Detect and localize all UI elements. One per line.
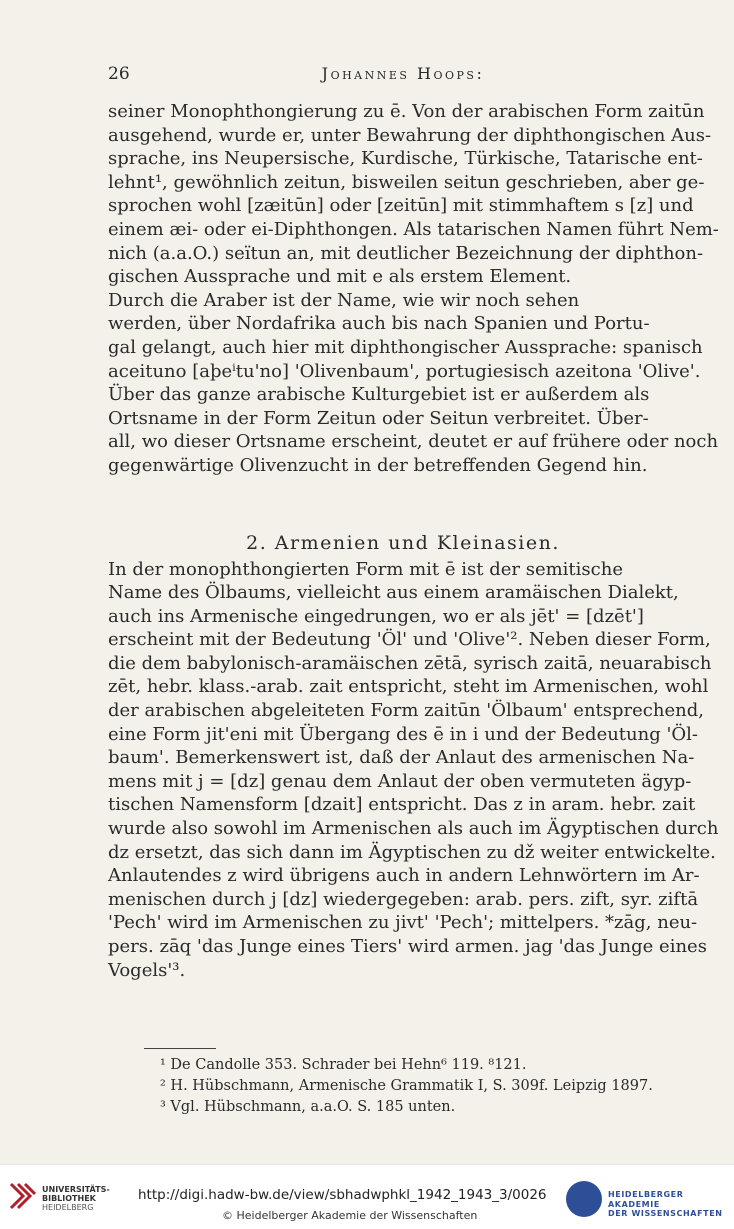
- text-line: pers. zāq 'das Junge eines Tiers' wird armen. jag 'das Junge eines: [108, 936, 707, 957]
- text-line: dz ersetzt, das sich dann im Ägyptischen zu dž weiter entwickelte.: [108, 841, 716, 863]
- footnotes: [108, 1038, 698, 1118]
- text-line: lehnt¹, gewöhnlich zeitun, bisweilen seitun geschrieben, aber ge-: [108, 171, 705, 193]
- section-heading: 2. Armenien und Kleinasien.: [246, 531, 560, 554]
- academy-seal-icon[interactable]: [566, 1181, 602, 1217]
- text-line: Durch die Araber ist der Name, wie wir noch sehen: [108, 289, 580, 311]
- text-line: gischen Aussprache und mit e als erstem Element.: [108, 266, 572, 288]
- text-line: wurde also sowohl im Armenischen als auch im Ägyptischen durch: [108, 818, 719, 840]
- text-line: auch ins Armenische eingedrungen, wo er als jēt' = [dzēt']: [108, 605, 644, 627]
- copyright-notice: © Heidelberger Akademie der Wissenschaften: [222, 1209, 478, 1222]
- text-line: Vogels'³.: [108, 959, 186, 981]
- text-line: aceituno [aþeⁱtu'no] 'Olivenbaum', portugiesisch azeitona 'Olive'.: [108, 360, 701, 382]
- text-line: Über das ganze arabische Kulturgebiet ist er außerdem als: [108, 384, 650, 406]
- text-line: Anlautendes z wird übrigens auch in andern Lehnwörtern im Ar-: [108, 865, 700, 887]
- text-line: zēt, hebr. klass.-arab. zait entspricht, steht im Armenischen, wohl: [108, 676, 709, 698]
- permalink-url[interactable]: http://digi.hadw-bw.de/view/sbhadwphkl_1942_1943_3/0026: [138, 1187, 547, 1203]
- text-line: 'Pech' wird im Armenischen zu jivt' 'Pech'; mittelpers. *zāg, neu-: [108, 912, 698, 934]
- paragraph-block-armenian: [108, 558, 719, 983]
- page-header: [108, 64, 698, 88]
- text-line: erscheint mit der Bedeutung 'Öl' und 'Olive'². Neben dieser Form,: [108, 629, 711, 651]
- footnote-1: ¹ De Candolle 353. Schrader bei Hehn⁶ 119. ⁸121.: [160, 1057, 527, 1073]
- text-line: Ortsname in der Form Zeitun oder Seitun verbreitet. Über-: [108, 407, 649, 429]
- text-line: gegenwärtige Olivenzucht in der betreffenden Gegend hin.: [108, 454, 648, 476]
- university-library-logo-icon[interactable]: [8, 1181, 38, 1219]
- text-line: all, wo dieser Ortsname erscheint, deutet er auf frühere oder noch: [108, 431, 719, 453]
- text-line: sprache, ins Neupersische, Kurdische, Türkische, Tatarische ent-: [108, 148, 703, 170]
- text-line: gal gelangt, auch hier mit diphthongischer Aussprache: spanisch: [108, 336, 703, 358]
- paragraph-block-arabic: [108, 100, 719, 478]
- text-line: tischen Namensform [dzait] entspricht. Das z in aram. hebr. zait: [108, 794, 696, 816]
- text-line: nich (a.a.O.) seïtun an, mit deutlicher Bezeichnung der diphthon-: [108, 242, 704, 264]
- text-line: sprochen wohl [zæitūn] oder [zeitūn] mit stimmhaftem s [z] und: [108, 195, 694, 217]
- footnote-2: ² H. Hübschmann, Armenische Grammatik I, S. 309f. Leipzig 1897.: [160, 1078, 653, 1094]
- text-line: der arabischen abgeleiteten Form zaitūn 'Ölbaum' entsprechend,: [108, 700, 704, 722]
- academy-name[interactable]: HEIDELBERGER AKADEMIE DER WISSENSCHAFTEN: [608, 1190, 723, 1218]
- text-line: seiner Monophthongierung zu ē. Von der arabischen Form zaitūn: [108, 101, 705, 122]
- page-number: 26: [108, 64, 130, 84]
- body-text: [108, 100, 719, 982]
- footnote-rule: [144, 1048, 216, 1049]
- text-line: mens mit j = [dz] genau dem Anlaut der oben vermuteten ägyp-: [108, 770, 692, 792]
- university-library-name[interactable]: UNIVERSITÄTS- BIBLIOTHEK HEIDELBERG: [42, 1185, 110, 1212]
- text-line: eine Form jit'eni mit Übergang des ē in i und der Bedeutung 'Öl-: [108, 723, 699, 745]
- footnote-3: ³ Vgl. Hübschmann, a.a.O. S. 185 unten.: [160, 1099, 456, 1115]
- text-line: werden, über Nordafrika auch bis nach Spanien und Portu-: [108, 313, 650, 335]
- text-line: baum'. Bemerkenswert ist, daß der Anlaut des armenischen Na-: [108, 747, 695, 769]
- viewer-footer: [0, 1164, 734, 1229]
- text-line: Name des Ölbaums, vielleicht aus einem aramäischen Dialekt,: [108, 582, 679, 604]
- text-line: die dem babylonisch-aramäischen zētā, syrisch zaitā, neuarabisch: [108, 652, 712, 674]
- text-line: menischen durch j [dz] wiedergegeben: arab. pers. zift, syr. ziftā: [108, 888, 699, 910]
- running-title: Johannes Hoops:: [321, 64, 485, 83]
- text-line: einem æi- oder ei-Diphthongen. Als tatarischen Namen führt Nem-: [108, 218, 719, 240]
- text-line: ausgehend, wurde er, unter Bewahrung der diphthongischen Aus-: [108, 124, 712, 146]
- text-line: In der monophthongierten Form mit ē ist der semitische: [108, 558, 623, 580]
